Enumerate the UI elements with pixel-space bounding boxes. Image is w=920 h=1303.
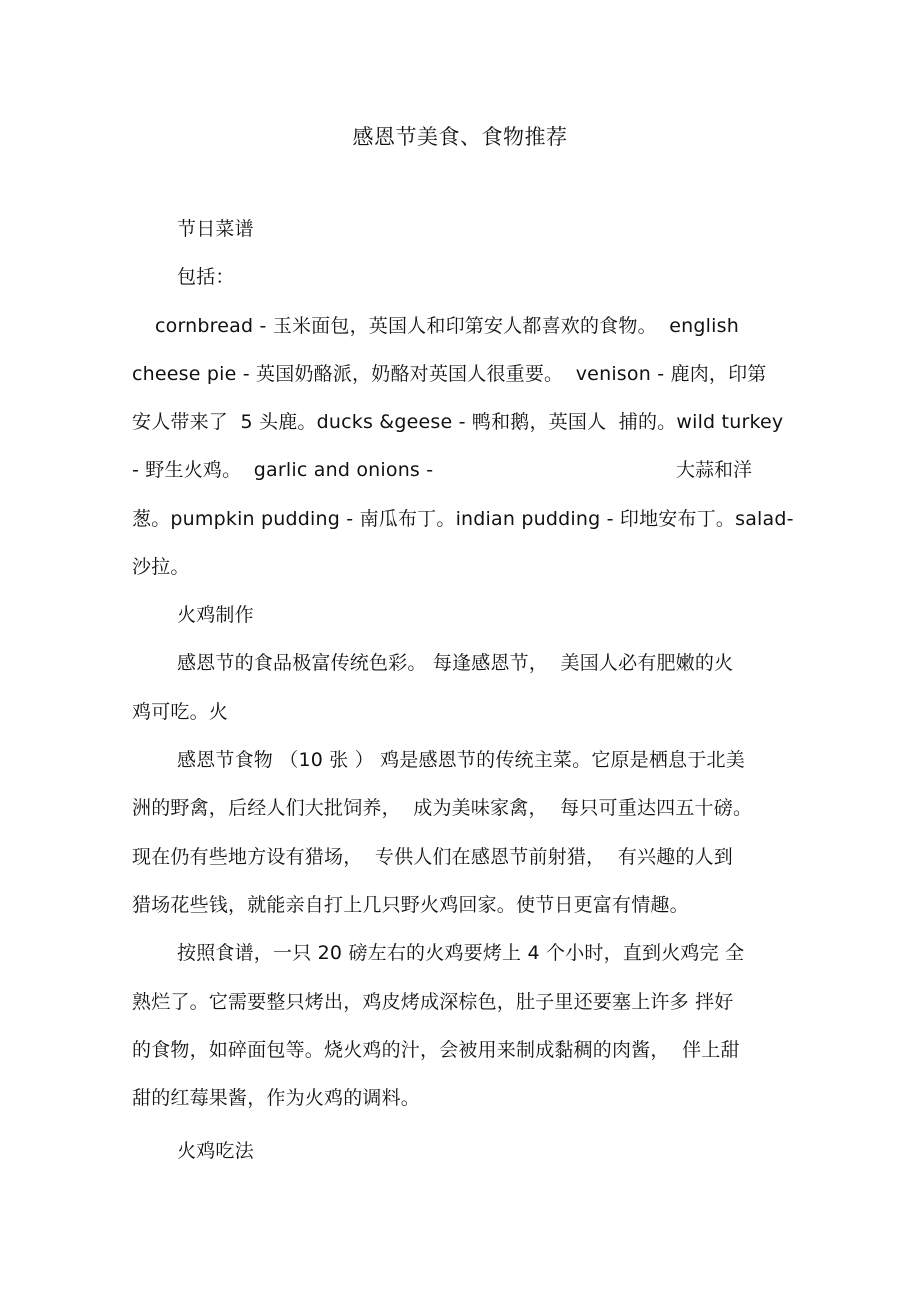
paragraph-line: 猎场花些钱，就能亲自打上几只野火鸡回家。使节日更富有情趣。 bbox=[132, 894, 689, 916]
paragraph-line: 鸡可吃。火 bbox=[132, 701, 229, 723]
section-heading-turkey-eating: 火鸡吃法 bbox=[177, 1140, 254, 1162]
section-heading-turkey-making: 火鸡制作 bbox=[177, 604, 254, 626]
paragraph-line: 包括： bbox=[177, 266, 235, 288]
paragraph-line: 感恩节食物 （10 张 ） 鸡是感恩节的传统主菜。它原是栖息于北美 bbox=[177, 749, 745, 771]
paragraph-line: 的食物，如碎面包等。烧火鸡的汁，会被用来制成黏稠的肉酱， 伴上甜 bbox=[132, 1039, 740, 1061]
paragraph-line: 感恩节的食品极富传统色彩。 每逢感恩节， 美国人必有肥嫩的火 bbox=[177, 652, 734, 674]
section-heading-recipes: 节日菜谱 bbox=[177, 218, 254, 240]
paragraph-fragment: 大蒜和洋 bbox=[676, 459, 753, 481]
paragraph-line: 甜的红莓果酱，作为火鸡的调料。 bbox=[132, 1087, 421, 1109]
paragraph-line: 葱。pumpkin pudding - 南瓜布丁。indian pudding - 印地安布丁。salad- bbox=[132, 508, 794, 530]
page-title: 感恩节美食、食物推荐 bbox=[352, 125, 568, 149]
paragraph-line: - 野生火鸡。 garlic and onions - bbox=[132, 459, 434, 481]
paragraph-line: 洲的野禽，后经人们大批饲养， 成为美味家禽， 每只可重达四五十磅。 bbox=[132, 797, 753, 819]
paragraph-line: cornbread - 玉米面包，英国人和印第安人都喜欢的食物。 english bbox=[155, 315, 739, 337]
paragraph-line: cheese pie - 英国奶酪派，奶酪对英国人很重要。 venison - 鹿肉，印第 bbox=[132, 363, 767, 385]
paragraph-line: 现在仍有些地方设有猎场， 专供人们在感恩节前射猎， 有兴趣的人到 bbox=[132, 846, 733, 868]
paragraph-line: 沙拉。 bbox=[132, 556, 190, 578]
paragraph-line: 熟烂了。它需要整只烤出，鸡皮烤成深棕色，肚子里还要塞上许多 拌好 bbox=[132, 991, 734, 1013]
paragraph-line: 按照食谱，一只 20 磅左右的火鸡要烤上 4 个小时，直到火鸡完 全 bbox=[177, 942, 745, 964]
paragraph-line: 安人带来了 5 头鹿。ducks &geese - 鸭和鹅，英国人 捕的。wild turkey bbox=[132, 411, 784, 433]
